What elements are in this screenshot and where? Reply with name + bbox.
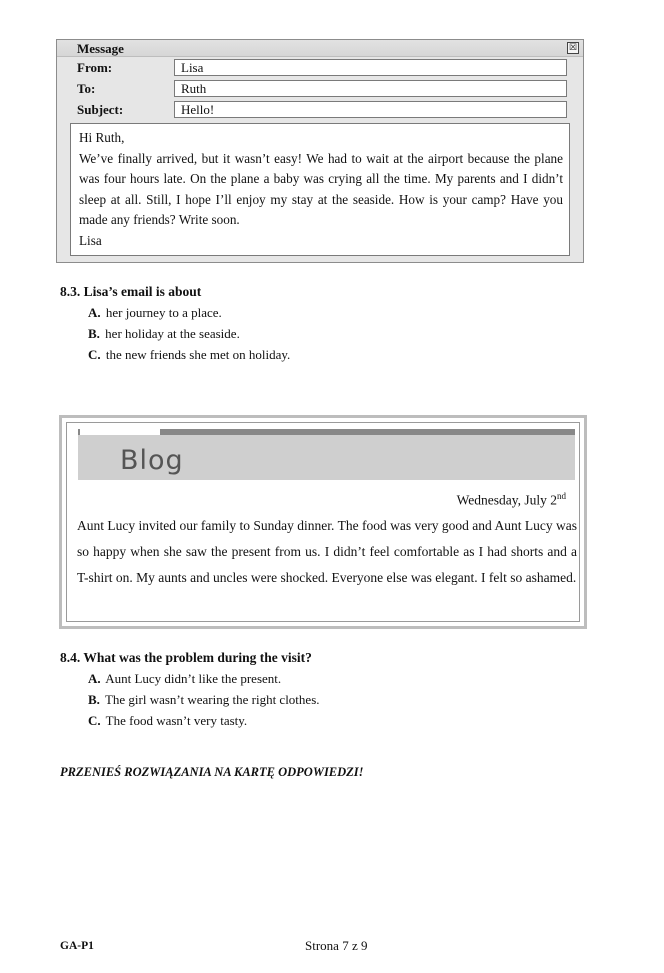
option-c	[88, 344, 290, 365]
close-icon[interactable]: ☒	[568, 42, 578, 52]
subject-field[interactable]: Hello!	[174, 101, 567, 118]
email-titlebar	[57, 40, 583, 57]
blog-header	[78, 429, 575, 480]
email-window	[56, 39, 584, 263]
option-b	[88, 323, 290, 344]
exam-code: GA-P1	[60, 940, 94, 952]
option-text: The girl wasn’t wearing the right clothes.	[104, 692, 320, 707]
email-message: We’ve finally arrived, but it wasn’t easy! We had to wait at the airport because the plane was four hours late. On the plane a baby was crying all the time. My parents and I didn’t sleep at all. Still, I hope I’ll enjoy my stay at the seaside. How is your camp? Have you made any friends? Write soon.	[79, 150, 563, 227]
option-text: her journey to a place.	[105, 305, 222, 320]
from-label: From:	[77, 60, 113, 75]
question-8-3	[60, 284, 290, 365]
email-window-title: Message	[77, 41, 124, 56]
email-body[interactable]	[70, 123, 570, 256]
option-letter: A.	[88, 671, 101, 686]
option-letter: B.	[88, 692, 100, 707]
option-letter: C.	[88, 713, 101, 728]
blog-tab	[80, 429, 161, 435]
option-letter: B.	[88, 326, 100, 341]
blog-date-suffix: nd	[557, 491, 566, 501]
blog-inner-frame	[66, 422, 580, 622]
transfer-answers-notice: PRZENIEŚ ROZWIĄZANIA NA KARTĘ ODPOWIEDZI!	[60, 765, 364, 779]
question-title: 8.3. Lisa’s email is about	[60, 284, 202, 299]
blog-date	[457, 491, 566, 509]
blog-frame	[59, 415, 587, 629]
email-signature: Lisa	[79, 232, 102, 248]
option-letter: A.	[88, 305, 101, 320]
blog-title: Blog	[120, 445, 184, 476]
question-8-4	[60, 650, 320, 731]
blog-post-text: Aunt Lucy invited our family to Sunday dinner. The food was very good and Aunt Lucy was so happy when she saw the present from us. I didn’t feel comfortable as I had shorts and a T-shirt on. My aunts and uncles were shocked. Everyone else was elegant. I felt so ashamed.	[77, 518, 577, 585]
question-title: 8.4. What was the problem during the visit?	[60, 650, 312, 665]
page-number: Strona 7 z 9	[305, 938, 368, 953]
subject-label: Subject:	[77, 102, 124, 117]
email-from-row	[57, 58, 583, 79]
to-label: To:	[77, 81, 96, 96]
option-text: her holiday at the seaside.	[105, 326, 240, 341]
option-b	[88, 689, 320, 710]
email-to-row	[57, 79, 583, 100]
option-c	[88, 710, 320, 731]
option-a	[88, 302, 290, 323]
blog-header-strip	[78, 429, 575, 435]
email-greeting: Hi Ruth,	[79, 130, 125, 145]
option-a	[88, 668, 320, 689]
option-letter: C.	[88, 347, 101, 362]
option-text: Aunt Lucy didn’t like the present.	[105, 671, 282, 686]
email-subject-row	[57, 100, 583, 121]
blog-date-text: Wednesday, July 2	[456, 492, 557, 508]
option-text: the new friends she met on holiday.	[105, 347, 291, 362]
from-field[interactable]: Lisa	[174, 59, 567, 76]
to-field[interactable]: Ruth	[174, 80, 567, 97]
option-text: The food wasn’t very tasty.	[105, 713, 248, 728]
